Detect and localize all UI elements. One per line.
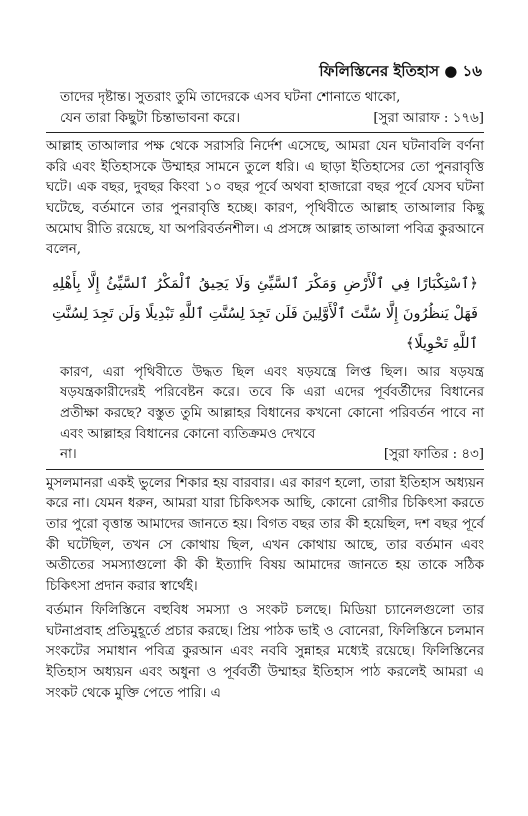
paragraph: মুসলমানরা একই ভুলের শিকার হয় বারবার। এর কারণ হলো, তারা ইতিহাস অধ্যয়ন করে না। যেমন ধরুন, আমরা যারা চিকিৎসক আছি, কোনো রোগীর চিকিৎসা করতে তার পুরো বৃত্তান্ত আমাদের জানতে হয়। বিগত বছর তার কী হয়েছিল, দশ বছর পূর্বে কী ঘটেছিল, তখন সে কোথায় ছিল, এখন কোথায় আছে, তার বর্তমান এবং অতীতের সমস্যাগুলো কী কী ইত্যাদি বিষয় আমাদের জানতে হয় তাকে সঠিক চিকিৎসা প্রদান করার স্বার্থেই। <box>46 475 484 594</box>
arabic-verse: ﴿ٱسْتِكْبَارًا فِي ٱلْأَرْضِ وَمَكْرَ ٱلسَّيِّئِ وَلَا يَحِيقُ ٱلْمَكْرُ ٱلسَّيِّئُ إِلَّا بِأَهْلِهِ فَهَلْ يَنظُرُونَ إِلَّا سُنَّتَ ٱلْأَوَّلِينَ فَلَن تَجِدَ لِسُنَّتِ ٱللَّهِ تَبْدِيلًا وَلَن تَجِدَ لِسُنَّتِ ٱللَّهِ تَحْوِيلًا﴾ <box>52 275 478 352</box>
divider-rule <box>46 132 484 133</box>
surah-reference: [সুরা আরাফ : ১৭৬] <box>373 110 484 126</box>
quote-reference-line <box>60 445 484 466</box>
divider-rule <box>46 469 484 470</box>
paragraph: আল্লাহ তাআলার পক্ষ থেকে সরাসরি নির্দেশ এসেছে, আমরা যেন ঘটনাবলি বর্ণনা করি এবং ইতিহাসকে উম্মাহর সামনে তুলে ধরি। এ ছাড়া ইতিহাসের তো পুনরাবৃত্তি ঘটে। এক বছর, দুবছর কিংবা ১০ বছর পূর্বে অথবা হাজারো বছর পূর্বে যেসব ঘটনা ঘটেছে, বর্তমানে তার পুনরাবৃত্তি হচ্ছে। কারণ, পৃথিবীতে আল্লাহ তাআলার কিছু অমোঘ রীতি রয়েছে, যা অপরিবর্তনশীল। এ প্রসঙ্গে আল্লাহ তাআলা পবিত্র কুরআনে বলেন, <box>46 139 484 258</box>
surah-reference: [সুরা ফাতির : ৪৩] <box>383 447 484 463</box>
quote-line: তাদের দৃষ্টান্ত। সুতরাং তুমি তাদেরকে এসব ঘটনা শোনাতে থাকো, <box>60 90 401 105</box>
running-header: ফিলিস্তিনের ইতিহাস ● ১৬ <box>319 62 482 80</box>
paragraph: বর্তমান ফিলিস্তিনে বহুবিধ সমস্যা ও সংকট চলছে। মিডিয়া চ্যানেলগুলো তার ঘটনাপ্রবাহ প্রতিমুহূর্তে প্রচার করছে। প্রিয় পাঠক ভাই ও বোনেরা, ফিলিস্তিনে চলমান সংকটের সমাধান পবিত্র কুরআন এবং নববি সুন্নাহর মধ্যেই রয়েছে। ফিলিস্তিনের ইতিহাস অধ্যয়ন এবং অধুনা ও পূর্ববর্তী উম্মাহর ইতিহাস পাঠ করলেই আমরা এ সংকট থেকে মুক্তি পেতে পারি। এ <box>46 603 484 701</box>
quote-line-end: যেন তারা কিছুটা চিন্তাভাবনা করে। <box>60 110 241 126</box>
quote-reference-line <box>60 109 484 130</box>
quote-text: কারণ, এরা পৃথিবীতে উদ্ধত ছিল এবং ষড়যন্ত্রে লিপ্ত ছিল। আর ষড়যন্ত্র ষড়যন্ত্রকারীদেরই পরিবেষ্টন করে। তবে কি এরা এদের পূর্ববর্তীদের বিধানের প্রতীক্ষা করছে? বস্তুত তুমি আল্লাহর বিধানের কখনো কোনো পরিবর্তন পাবে না এবং আল্লাহর বিধানের কোনো ব্যতিক্রমও দেখবে <box>60 364 484 442</box>
quote-translation-araf <box>46 88 484 129</box>
quote-translation-fatir <box>46 363 484 466</box>
quote-line-end: না। <box>60 447 77 463</box>
page-body <box>46 88 484 704</box>
